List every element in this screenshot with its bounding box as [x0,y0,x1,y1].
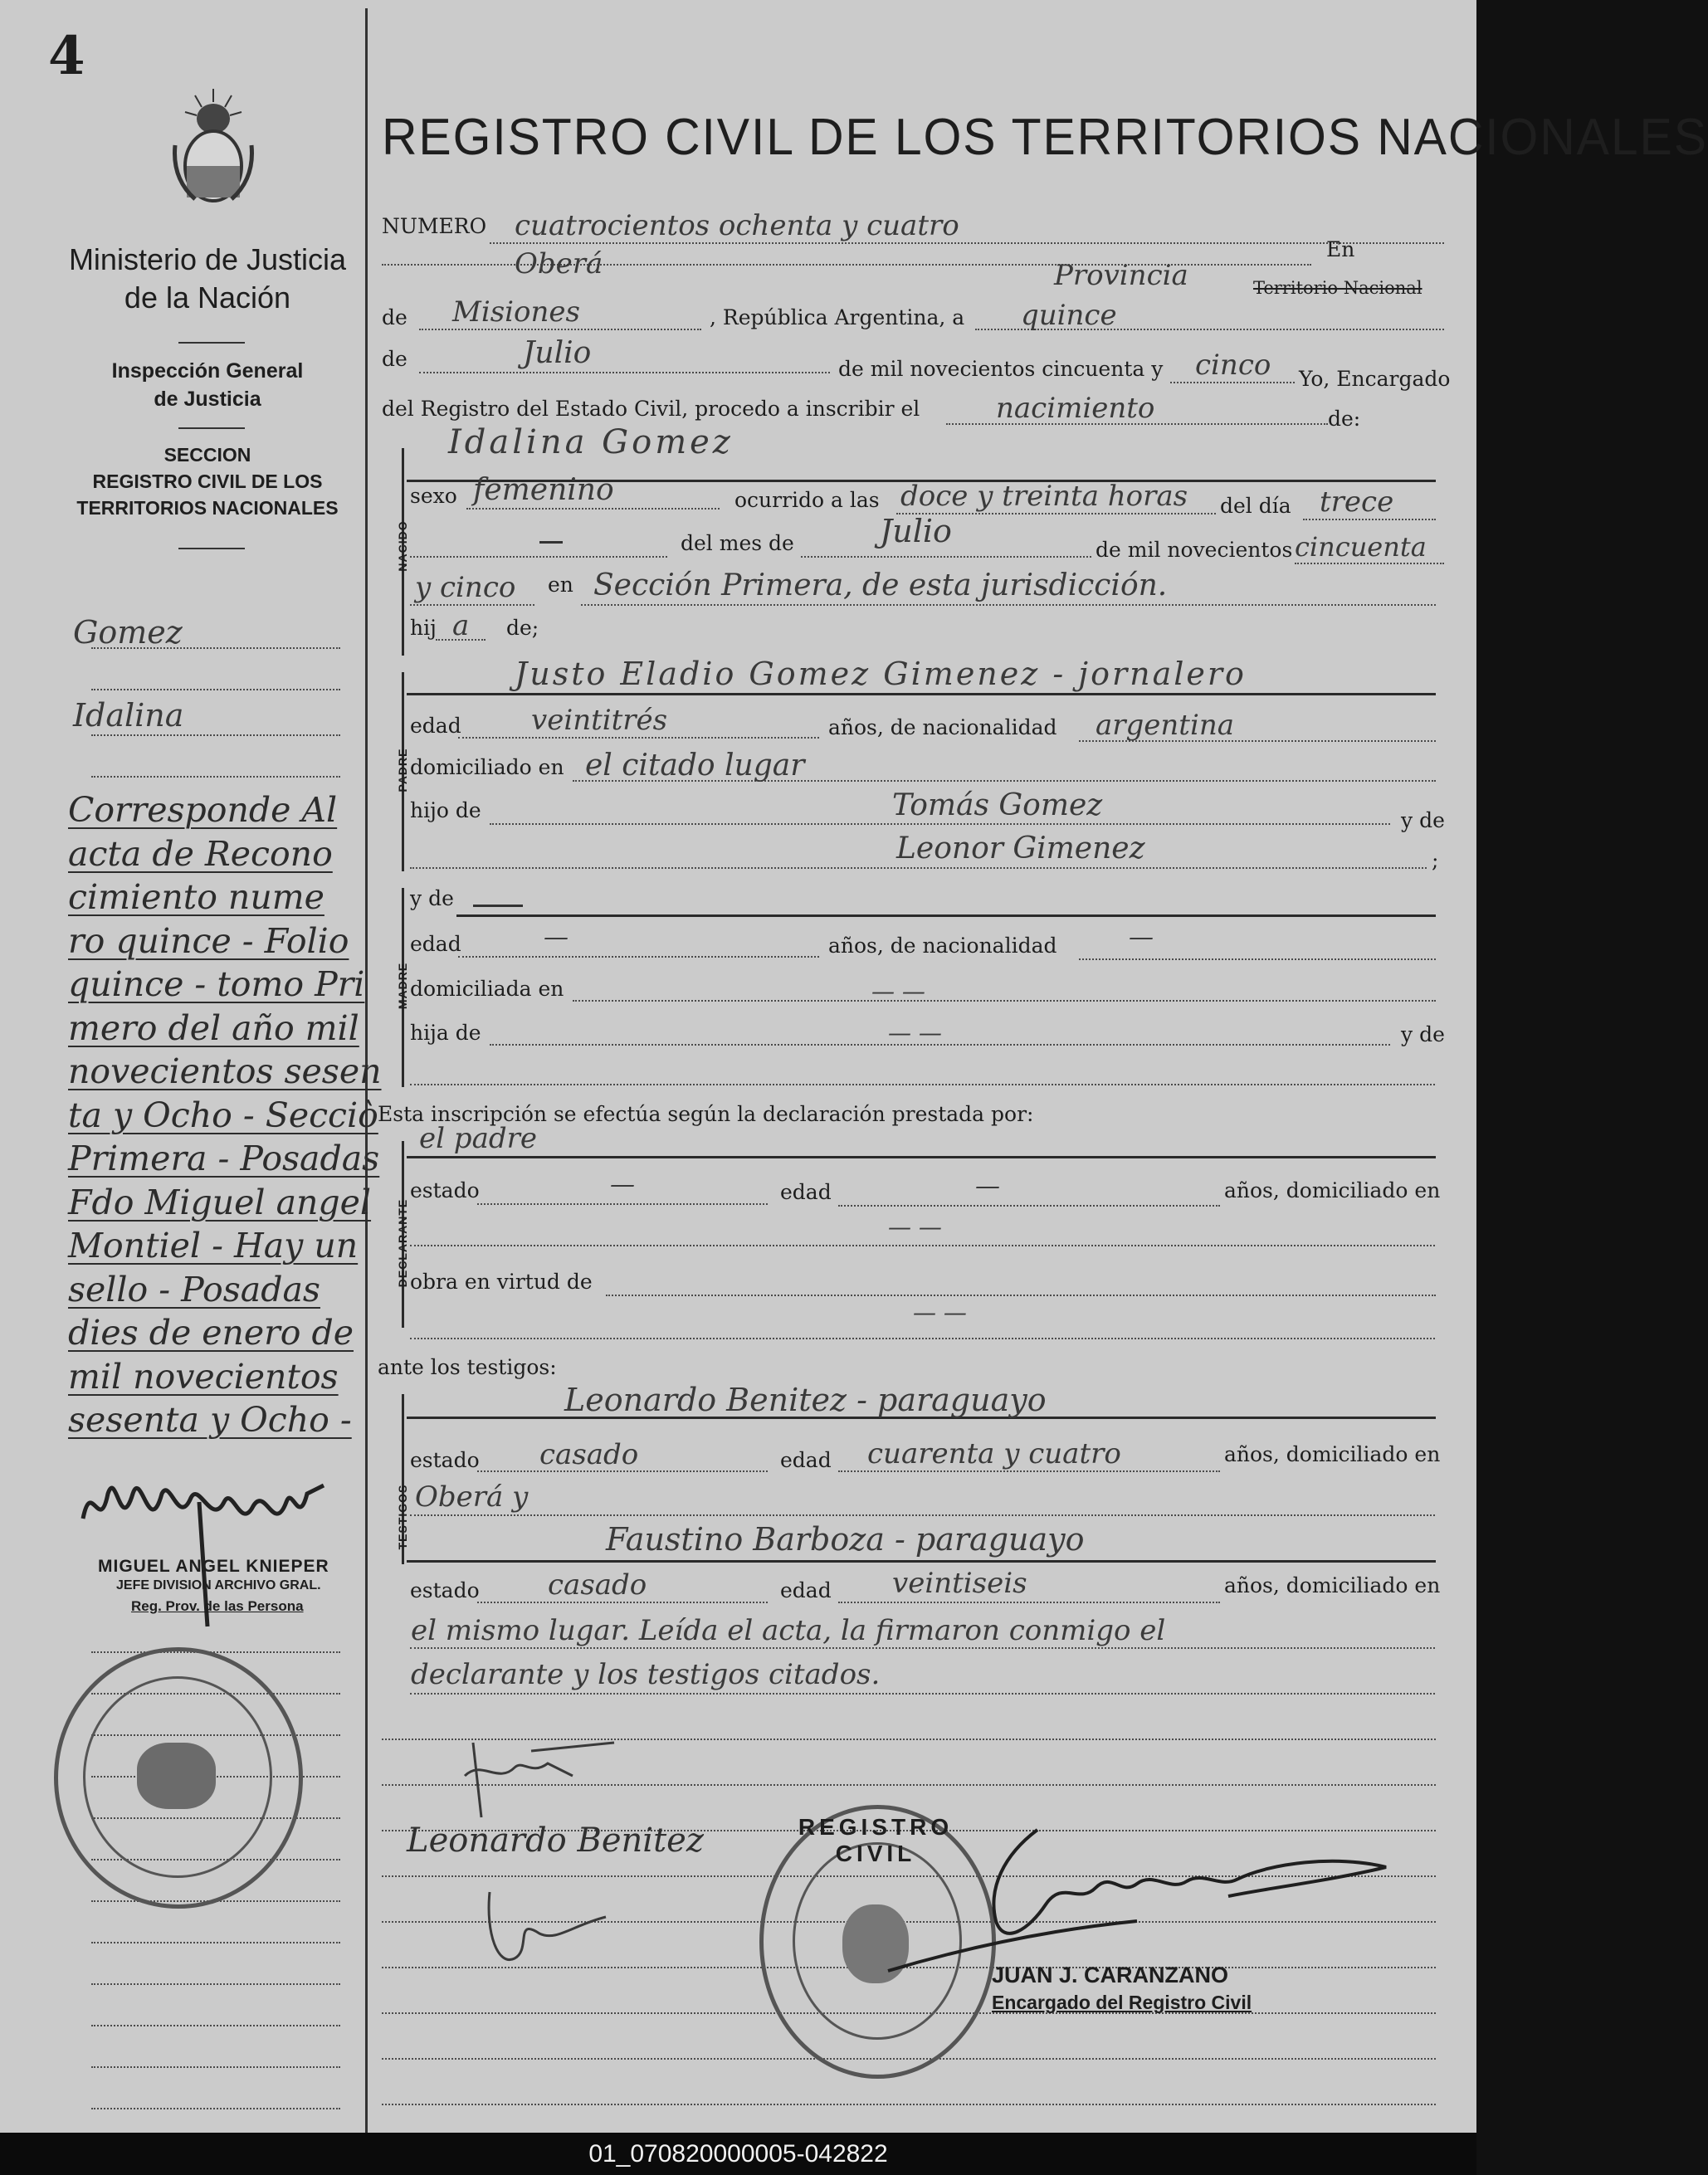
testigo1-name: Leonardo Benitez - paraguayo [564,1382,1047,1418]
testigo2-name: Faustino Barboza - paraguayo [606,1521,1085,1558]
t1-estado: casado [539,1438,639,1471]
month: Julio [523,336,592,370]
file-code: 01_070820000005-042822 [0,2133,1476,2175]
provincial-seal [54,1647,303,1909]
year-value: cinco [1195,349,1271,382]
rule [410,1084,1435,1085]
nacido-name: Idalina Gomez [448,423,734,461]
madre-side-label: MADRE [396,962,409,1010]
margin-annotation: Corresponde Al acta de Recono cimiento nume ro quince - Folio quince - tomo Pri mero del año mil novecientos sesen ta y Ocho - Secciò Primera - Posadas Fdo Miguel angel Montiel - Hay un sello - Posadas dies de enero de mil novecientos sesenta y Ocho - [68,790,382,1440]
province: Misiones [452,295,580,329]
margin-given-name: Idalina [73,697,184,734]
registro-civil-stamp: REGISTRO CIVIL [759,1805,996,2079]
mes-value: Julio [880,513,952,549]
obra-value: — — [913,1299,967,1326]
territory-struck: Territorio Nacional [1253,278,1423,298]
margin-rule [91,689,340,690]
t2-estado-label: estado [410,1578,480,1602]
margin-rule [91,2066,340,2068]
madre-edad: — [544,923,569,952]
lugar-value: Sección Primera, de esta jurisdicción. [593,568,1168,602]
rule [410,1647,1435,1649]
dec-dom-label: años, domiciliado en [1224,1178,1441,1202]
rule [410,1693,1435,1695]
dec-edad: — [975,1172,1000,1201]
witness2-signature [473,1884,639,1975]
rule [410,867,1427,869]
registro-label: del Registro del Estado Civil, procedo a inscribir el [382,397,920,421]
name-rule [407,1156,1436,1158]
en-label-2: en [548,573,573,597]
anio-label: de mil novecientos [1096,538,1293,562]
declarante-intro: Esta inscripción se efectúa según la declaración prestada por: [378,1102,1034,1126]
dec-edad-label: edad [780,1180,832,1204]
officer-title: Encargado del Registro Civil [992,1992,1252,2013]
rule [466,508,720,510]
dec-estado: — [610,1170,635,1199]
madre-y-de-label: y de [410,886,454,910]
page-number: 4 [48,25,85,87]
padre-nac-label: años, de nacionalidad [828,715,1057,739]
obra-label: obra en virtud de [410,1270,593,1294]
closing-line-1: el mismo lugar. Leída el acta, la firmaron conmigo el [411,1614,1166,1647]
inspection-heading: Inspección General de Justicia [111,359,304,411]
rule [410,556,667,558]
mes-label: del mes de [681,531,794,555]
republica-label: , República Argentina, a [710,305,965,329]
rule [490,823,1390,825]
rule [458,956,819,958]
de-label-3: de; [506,616,539,640]
padre-domicilio: el citado lugar [585,749,805,783]
ocurrido-label: ocurrido a las [734,488,880,512]
year-label: de mil novecientos cincuenta y [838,357,1164,381]
madre-dom-label: domiciliada en [410,977,564,1001]
margin-signature [75,1461,373,1651]
rule [458,737,819,739]
margin-official-name: MIGUEL ANGEL KNIEPER [98,1557,329,1576]
t2-estado: casado [548,1568,647,1602]
rule [477,1602,768,1603]
numero-value: cuatrocientos ochenta y cuatro [515,209,959,242]
rule [606,1295,1436,1296]
hijo-label: hijo de [410,798,481,822]
padre-nacionalidad: argentina [1096,709,1235,742]
rule [838,1470,1220,1472]
dash [473,905,523,907]
ministry-heading: Ministerio de Justicia de la Nación [68,242,347,315]
locality: Oberá [515,247,603,280]
anio-value-2: y cinco [415,571,516,604]
rule [382,2104,1436,2105]
rule [581,604,1436,606]
y-de-label: y de [1401,808,1445,832]
t2-edad-label: edad [780,1578,832,1602]
rule [1295,563,1444,564]
padre-dom-label: domiciliado en [410,755,564,779]
closing-line-2: declarante y los testigos citados. [411,1658,881,1691]
padre-madre: Leonor Gimenez [896,831,1145,866]
day: quince [1021,299,1117,332]
dec-domicilio: — — [888,1213,942,1241]
rule [490,242,1444,244]
padre-side-label: PADRE [396,748,409,792]
rule [419,329,701,330]
name-rule [407,693,1436,695]
t1-estado-label: estado [410,1448,480,1472]
declarant-signature [448,1726,647,1826]
section-heading: SECCION REGISTRO CIVIL DE LOS TERRITORIOS NACIONALES [76,444,339,519]
dash [539,541,563,544]
t1-edad: cuarenta y cuatro [867,1437,1121,1470]
madre-domicilio: — — [871,978,925,1005]
margin-official-dept: Reg. Prov. de las Persona [131,1598,304,1614]
de-colon: de: [1328,407,1361,431]
dia-label: del día [1220,494,1291,518]
declarante-who: el padre [419,1122,537,1155]
divider [178,427,245,429]
margin-rule [91,2025,340,2026]
madre-hija: — — [888,1019,942,1046]
province-word: Provincia [1054,259,1188,292]
anio-value: cincuenta [1295,531,1427,563]
padre-name: Justo Eladio Gomez Gimenez - jornalero [515,656,1247,692]
divider [178,548,245,549]
nacido-side-label: NACIDO [396,520,409,572]
t2-dom-label: años, domiciliado en [1224,1573,1441,1597]
margin-rule [91,1942,340,1943]
de-label-2: de [382,347,407,371]
rule [419,372,830,373]
de-label: de [382,305,407,329]
name-rule [456,914,1436,917]
hij-label: hij [410,616,437,640]
name-rule [407,1560,1436,1563]
edad-label: edad [410,714,461,738]
dec-estado-label: estado [410,1178,480,1202]
rule [477,1203,768,1205]
margin-rule [91,1983,340,1985]
margin-rule [91,776,340,778]
coat-of-arms-icon [170,87,256,207]
divider [178,342,245,344]
hij-value: a [452,609,470,642]
padre-edad: veintitrés [531,704,668,737]
margin-rule [91,734,340,736]
rule [1170,382,1295,383]
margin-rule [91,647,340,649]
rule [1079,958,1436,960]
margin-surname: Gomez [73,614,183,651]
t1-dom-label: años, domiciliado en [1224,1442,1441,1466]
act-type: nacimiento [996,392,1155,425]
madre-nacionalidad: — [1129,923,1154,952]
en-label: En [1326,237,1355,261]
madre-y-de-end: y de [1401,1022,1445,1046]
rule [410,1245,1435,1246]
rule [410,1514,1435,1516]
sexo-label: sexo [410,484,457,508]
madre-nac-label: años, de nacionalidad [828,934,1057,958]
numero-label: NUMERO [382,214,487,238]
rule [1303,519,1436,520]
testigos-intro: ante los testigos: [378,1355,557,1379]
madre-edad-label: edad [410,932,461,956]
madre-hija-label: hija de [410,1021,481,1045]
document-title: REGISTRO CIVIL DE LOS TERRITORIOS NACIONALES [382,109,1708,166]
t2-edad: veintiseis [892,1567,1027,1600]
rule [410,604,534,606]
declarante-side-label: DECLARANTE [396,1198,409,1288]
hora-value: doce y treinta horas [900,480,1188,513]
t1-domicilio: Oberá y [415,1480,529,1514]
testigos-side-label: TESTIGOS [396,1484,409,1550]
semicolon: ; [1432,848,1439,872]
t1-edad-label: edad [780,1448,832,1472]
officer-name: JUAN J. CARANZANO [992,1963,1229,1987]
margin-rule [91,2108,340,2109]
encargado-label: Yo, Encargado [1299,367,1451,391]
sexo-value: femenino [473,473,614,507]
rule [801,556,1091,558]
margin-official-title: JEFE DIVISION ARCHIVO GRAL. [116,1578,321,1592]
rule [410,1338,1435,1339]
rule [838,1205,1220,1207]
rule [838,1602,1220,1603]
dia-value: trece [1320,485,1394,519]
rule [573,1000,1436,1002]
padre-padre: Tomás Gomez [892,788,1103,822]
witness-signature: Leonardo Benitez [407,1821,704,1860]
